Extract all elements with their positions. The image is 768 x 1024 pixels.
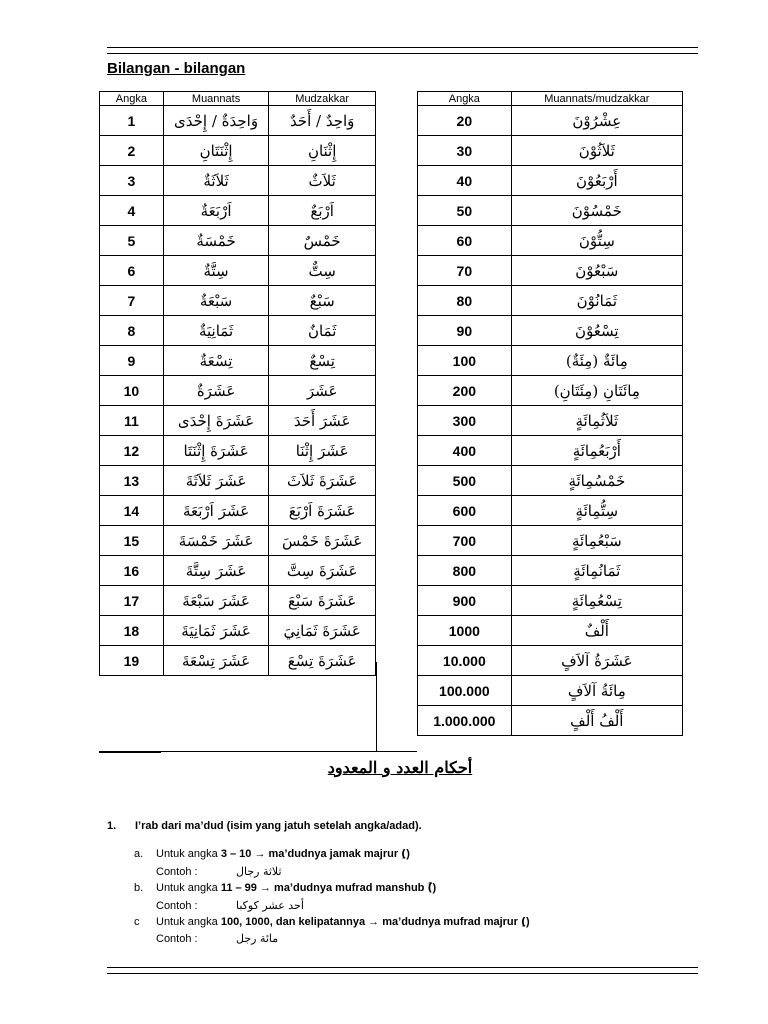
angka-cell: 100.000 [418,676,512,706]
mudzakkar-cell: عَشَرَةَ ثَمَانِيَ [269,616,376,646]
example-label: Contoh : [156,933,198,945]
rule-label: a. [134,848,144,860]
muannats-cell: عَشَرَ ثَمَانِيَةَ [163,616,269,646]
section-title-arabic: أحكام العدد و المعدود [327,758,473,777]
angka-cell: 3 [100,166,164,196]
table-row [100,136,376,166]
angka-cell: 60 [418,226,512,256]
angka-cell: 15 [100,526,164,556]
word-cell: سَبْعُمِائَةٍ [511,526,682,556]
example-b [156,899,304,912]
angka-cell: 80 [418,286,512,316]
word-cell: سِتُّمِائَةٍ [511,496,682,526]
angka-cell: 17 [100,586,164,616]
mudzakkar-cell: تِسْعٌ [269,346,376,376]
rule-prefix: Untuk angka [156,916,218,928]
angka-cell: 1000 [418,616,512,646]
angka-cell: 16 [100,556,164,586]
angka-cell: 1.000.000 [418,706,512,736]
muannats-cell: عَشَرَ سَبْعَةَ [163,586,269,616]
muannats-cell: وَاحِدَةٌ / إِحْدَى [163,106,269,136]
header-angka: Angka [418,92,512,106]
angka-cell: 11 [100,406,164,436]
header-muannats-mudzakkar: Muannats/mudzakkar [511,92,682,106]
muannats-cell: ثَلاَثَةٌ [163,166,269,196]
mudzakkar-cell: عَشَرَةَ سِتَّ [269,556,376,586]
mudzakkar-cell: عَشَرَةَ ثَلاَثَ [269,466,376,496]
table-row [100,316,376,346]
angka-cell: 30 [418,136,512,166]
rule-prefix: Untuk angka [156,882,218,894]
bottom-rule-1 [107,967,698,968]
angka-cell: 2 [100,136,164,166]
table-row [100,556,376,586]
rule-label: b. [134,882,144,894]
table-row [100,166,376,196]
angka-cell: 8 [100,316,164,346]
example-a [156,865,282,878]
table-row [100,346,376,376]
mudzakkar-cell: سِتٌّ [269,256,376,286]
example-label: Contoh : [156,866,198,878]
mudzakkar-cell: ثَمَانٌ [269,316,376,346]
table-row [418,376,683,406]
word-cell: خَمْسُوْنَ [511,196,682,226]
numbers-table-20-million [417,91,683,736]
table-row [418,526,683,556]
table-row [100,256,376,286]
word-cell: تِسْعُوْنَ [511,316,682,346]
irab-heading [107,820,422,832]
mudzakkar-cell: وَاحِدٌ / أَحَدٌ [269,106,376,136]
muannats-cell: سَبْعَةٌ [163,286,269,316]
section-divider [99,751,161,753]
table-header-row [418,92,683,106]
rule-item-c [134,915,530,928]
rule-item-b [134,881,436,894]
muannats-cell: عَشَرَةَ إِثْنَتَا [163,436,269,466]
table-row [418,706,683,736]
header-mudzakkar: Mudzakkar [269,92,376,106]
table-row [418,406,683,436]
angka-cell: 9 [100,346,164,376]
mudzakkar-cell: ثَلاَثٌ [269,166,376,196]
angka-cell: 1 [100,106,164,136]
table-row [100,376,376,406]
muannats-cell: سِتَّةٌ [163,256,269,286]
table-row [418,346,683,376]
table-row [418,556,683,586]
word-cell: تِسْعُمِائَةٍ [511,586,682,616]
rule-label: c [134,916,140,928]
muannats-cell: إِثْنَتَانِ [163,136,269,166]
table-row [418,496,683,526]
table-row [100,286,376,316]
angka-cell: 900 [418,586,512,616]
mudzakkar-cell: عَشَرَةَ اَرْبَعَ [269,496,376,526]
rule-text: 11 – 99 → ma’dudnya mufrad manshub (ً) [220,882,437,894]
angka-cell: 90 [418,316,512,346]
table-row [100,436,376,466]
angka-cell: 200 [418,376,512,406]
table-row [100,526,376,556]
table-row [418,616,683,646]
mudzakkar-cell: عَشَرَ [269,376,376,406]
mudzakkar-cell: عَشَرَ أَحَدَ [269,406,376,436]
mudzakkar-cell: عَشَرَةَ تِسْعَ [269,646,376,676]
muannats-cell: عَشَرَةَ إِحْدَى [163,406,269,436]
angka-cell: 500 [418,466,512,496]
muannats-cell: عَشَرَ سِتَّةَ [163,556,269,586]
angka-cell: 50 [418,196,512,226]
angka-cell: 7 [100,286,164,316]
example-text: مائة رجل [236,932,279,945]
rule-text: 100, 1000, dan kelipatannya → ma’dudnya mufrad majrur (ِ) [220,916,530,928]
word-cell: أَلْفُ أَلْفٍ [511,706,682,736]
muannats-cell: خَمْسَةٌ [163,226,269,256]
irab-number: 1. [107,820,117,832]
rule-item-a [134,847,410,860]
word-cell: ثَمَانُمِائَةٍ [511,556,682,586]
angka-cell: 6 [100,256,164,286]
angka-cell: 12 [100,436,164,466]
example-c [156,932,278,945]
table-row [100,106,376,136]
angka-cell: 18 [100,616,164,646]
example-text: أحد عشر كوكبا [236,899,304,912]
table-row [100,646,376,676]
table-row [418,226,683,256]
word-cell: ثَلاَثُوْنَ [511,136,682,166]
muannats-cell: ثَمَانِيَةٌ [163,316,269,346]
mudzakkar-cell: عَشَرَةَ خَمْسَ [269,526,376,556]
word-cell: مِائَتَانِ (مِئَتَانِ) [511,376,682,406]
muannats-cell: عَشَرَ تِسْعَةَ [163,646,269,676]
top-rule-2 [107,53,698,54]
header-angka: Angka [100,92,164,106]
rule-text: 3 – 10 → ma’dudnya jamak majrur (ِ) [220,848,410,860]
muannats-cell: عَشَرَ اَرْبَعَةَ [163,496,269,526]
angka-cell: 10.000 [418,646,512,676]
angka-cell: 100 [418,346,512,376]
angka-cell: 300 [418,406,512,436]
rule-prefix: Untuk angka [156,848,218,860]
table-row [418,676,683,706]
angka-cell: 10 [100,376,164,406]
muannats-cell: عَشَرَ ثَلاَثَةَ [163,466,269,496]
table-row [418,136,683,166]
example-text: ثلاثة رجال [236,865,282,878]
mudzakkar-cell: سَبْعٌ [269,286,376,316]
table-row [418,166,683,196]
irab-text: I’rab dari ma’dud (isim yang jatuh setelah angka/adad). [135,820,422,832]
angka-cell: 19 [100,646,164,676]
word-cell: أَرْبَعُمِائَةٍ [511,436,682,466]
angka-cell: 700 [418,526,512,556]
angka-cell: 20 [418,106,512,136]
mudzakkar-cell: خَمْسٌ [269,226,376,256]
mudzakkar-cell: عَشَرَةَ سَبْعَ [269,586,376,616]
angka-cell: 5 [100,226,164,256]
word-cell: أَلْفٌ [511,616,682,646]
muannats-cell: عَشَرَ خَمْسَةَ [163,526,269,556]
table-row [418,196,683,226]
angka-cell: 4 [100,196,164,226]
table-header-row [100,92,376,106]
bottom-rule-2 [107,973,698,974]
angka-cell: 13 [100,466,164,496]
table-1-extension-line [376,662,377,752]
mudzakkar-cell: عَشَرَ إِثْنَا [269,436,376,466]
word-cell: مِائَةٌ (مِئَةٌ) [511,346,682,376]
word-cell: سَبْعُوْنَ [511,256,682,286]
table-row [100,226,376,256]
word-cell: مِائَةُ آلاَفٍ [511,676,682,706]
table-row [418,436,683,466]
table-row [418,586,683,616]
angka-cell: 14 [100,496,164,526]
word-cell: ثَلاَثُمِائَةٍ [511,406,682,436]
header-muannats: Muannats [163,92,269,106]
example-label: Contoh : [156,900,198,912]
table-row [100,586,376,616]
table-row [100,406,376,436]
muannats-cell: عَشَرَةٌ [163,376,269,406]
table-row [100,616,376,646]
muannats-cell: اَرْبَعَةٌ [163,196,269,226]
table-row [418,106,683,136]
table-row [100,466,376,496]
page-title: Bilangan - bilangan [107,60,246,77]
word-cell: ثَمَانُوْنَ [511,286,682,316]
word-cell: خَمْسُمِائَةٍ [511,466,682,496]
numbers-table-1-19 [99,91,376,676]
table-row [100,196,376,226]
muannats-cell: تِسْعَةٌ [163,346,269,376]
table-row [418,316,683,346]
section-divider-thin [161,751,417,752]
angka-cell: 40 [418,166,512,196]
table-row [418,466,683,496]
table-row [418,646,683,676]
word-cell: عِشْرُوْنَ [511,106,682,136]
mudzakkar-cell: إِثْنَانِ [269,136,376,166]
table-1-bottom-line [99,675,376,676]
angka-cell: 70 [418,256,512,286]
word-cell: سِتُّوْنَ [511,226,682,256]
table-row [418,256,683,286]
table-row [100,496,376,526]
top-rule-1 [107,47,698,48]
word-cell: عَشَرَةُ آلاَفٍ [511,646,682,676]
table-row [418,286,683,316]
mudzakkar-cell: اَرْبَعٌ [269,196,376,226]
angka-cell: 400 [418,436,512,466]
word-cell: أَرْبَعُوْنَ [511,166,682,196]
angka-cell: 800 [418,556,512,586]
angka-cell: 600 [418,496,512,526]
